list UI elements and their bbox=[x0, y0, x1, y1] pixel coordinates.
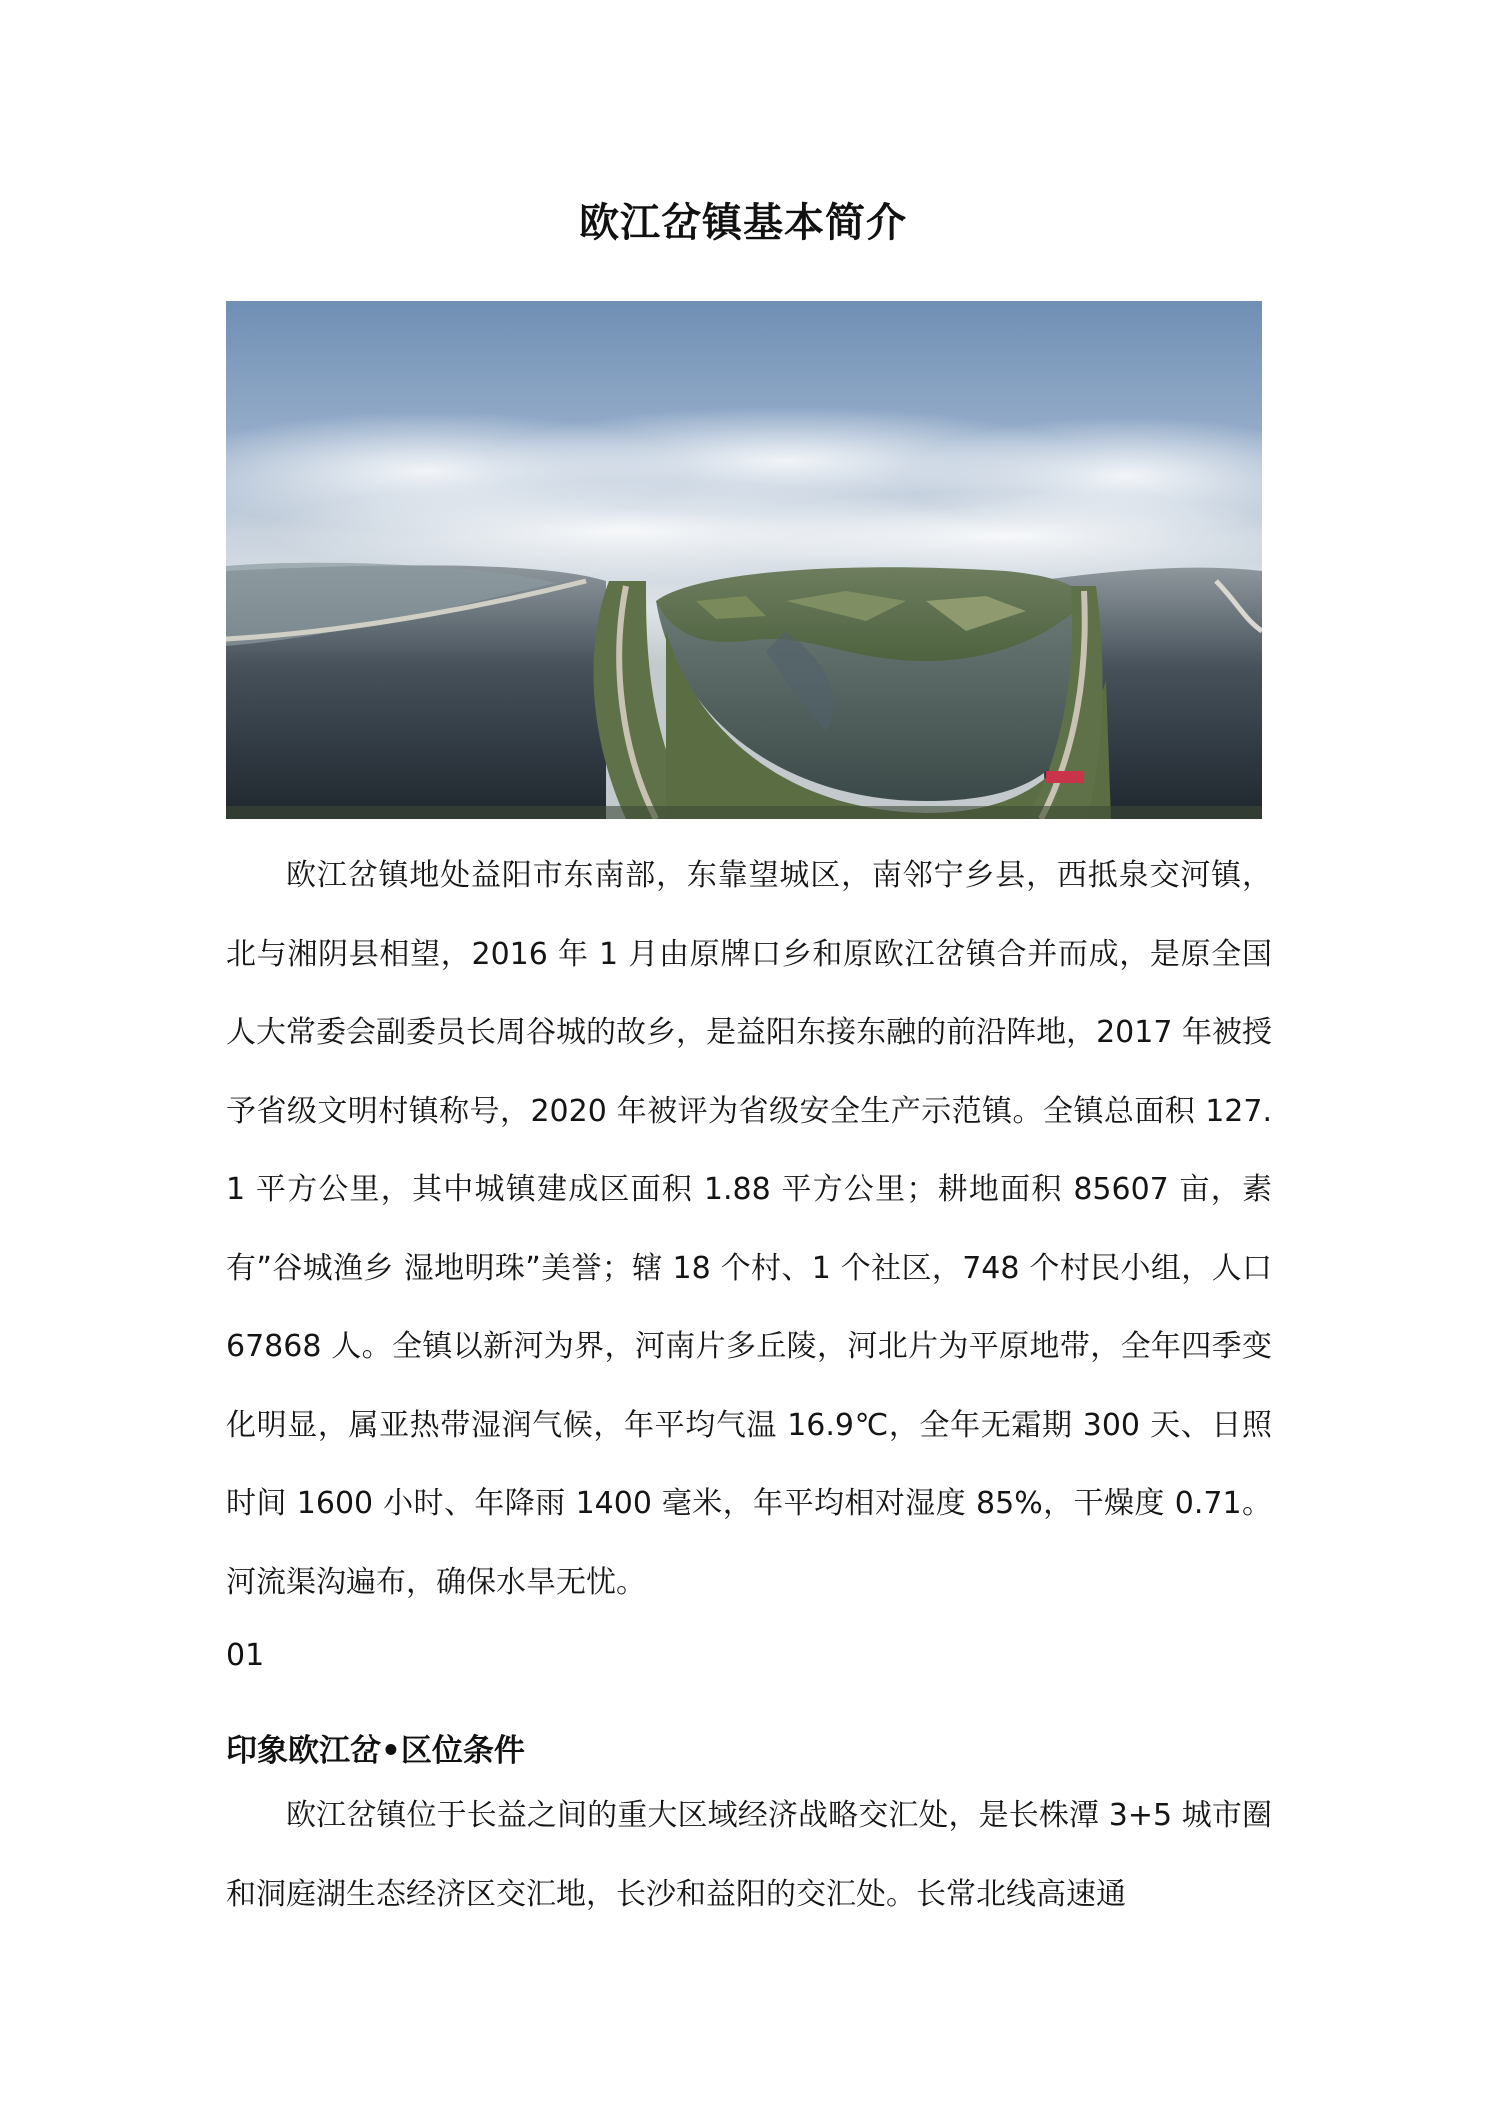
section-heading: 印象欧江岔•区位条件 bbox=[226, 1733, 525, 1769]
document-title: 欧江岔镇基本简介 bbox=[579, 200, 907, 246]
aerial-panorama-photo bbox=[226, 301, 1262, 819]
location-paragraph: 欧江岔镇位于长益之间的重大区域经济战略交汇处，是长株潭 3+5 城市圈和洞庭湖生态经济区交汇地，长沙和益阳的交汇处。长常北线高速通 bbox=[226, 1798, 1272, 1912]
section-number: 01 bbox=[226, 1638, 265, 1673]
intro-paragraph: 欧江岔镇地处益阳市东南部，东靠望城区，南邻宁乡县，西抵泉交河镇，北与湘阴县相望，2016 年 1 月由原牌口乡和原欧江岔镇合并而成，是原全国人大常委会副委员长周谷城的故乡，是益阳东接东融的前沿阵地，2017 年被授予省级文明村镇称号，2020 年被评为省级安全生产示范镇。全镇总面积 127.1 平方公里，其中城镇建成区面积 1.88 平方公里；耕地面积 85607 亩，素有”谷城渔乡 湿地明珠”美誉；辖 18 个村、1 个社区，748 个村民小组，人口 67868 人。全镇以新河为界，河南片多丘陵，河北片为平原地带，全年四季变化明显，属亚热带湿润气候，年平均气温 16.9℃，全年无霜期 300 天、日照时间 1600 小时、年降雨 1400 毫米，年平均相对湿度 85%，干燥度 0.71。河流渠沟遍布，确保水旱无忧。 bbox=[226, 858, 1272, 1600]
